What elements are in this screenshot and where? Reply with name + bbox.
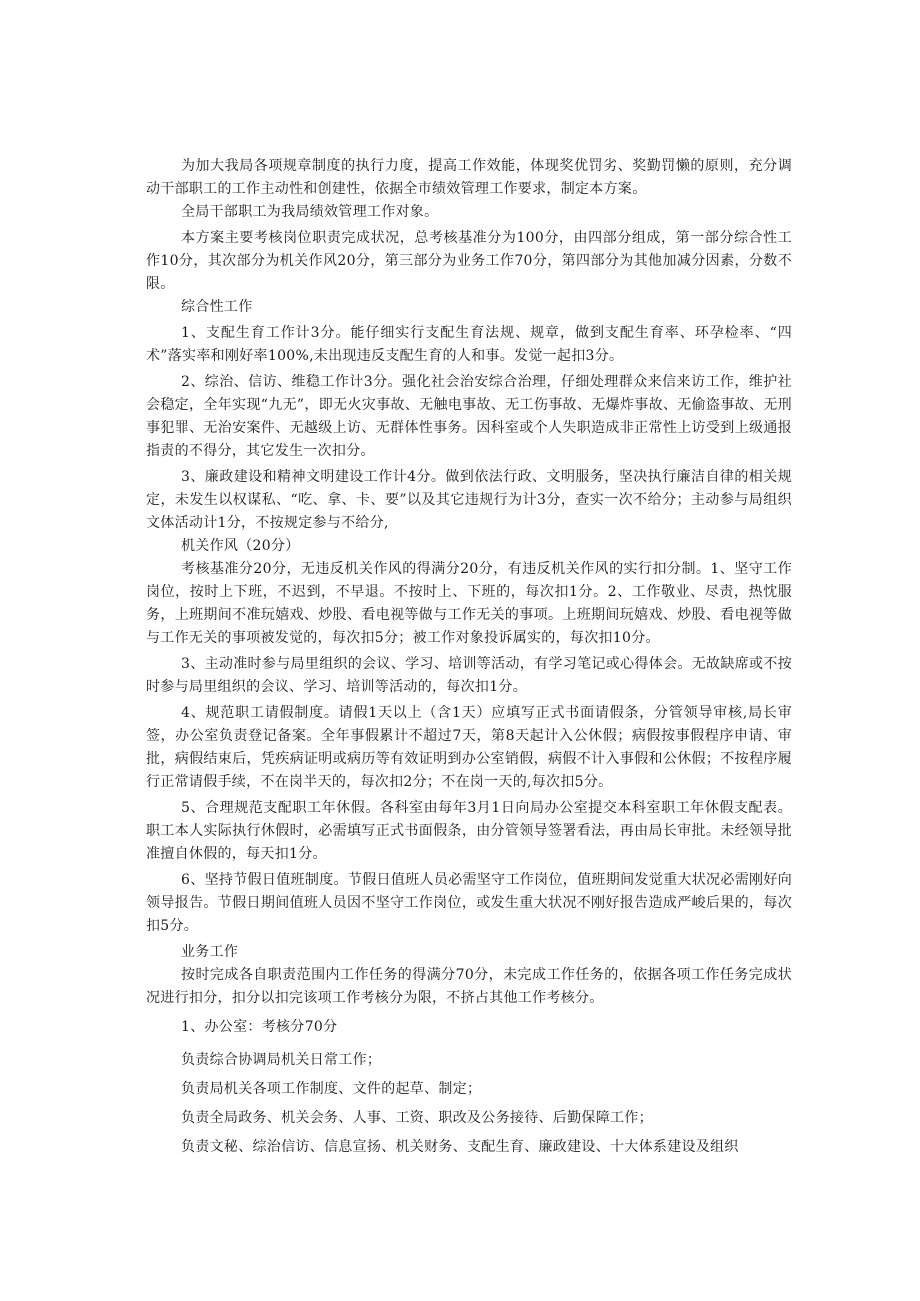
paragraph-item-3: 3、廉政建设和精神文明建设工作计4分。做到依法行政、文明服务，坚决执行廉洁自律的相关规定，未发生以权谋私、“吃、拿、卡、要”以及其它违规行为计3分，查实一次不给分；主动参与局组织文体活动计1分，不按规定参与不给分, [146,469,792,531]
paragraph-office-duty-4: 负责文秘、综治信访、信息宣扬、机关财务、支配生育、廉政建设、十大体系建设及组织 [181,1139,739,1155]
paragraph-business: 按时完成各自职责范围内工作任务的得满分70分，未完成工作任务的，依据各项工作任务完成状况进行扣分，扣分以扣完该项工作考核分为限，不挤占其他工作考核分。 [146,967,792,1006]
paragraph-conduct-rules: 考核基准分20分，无违反机关作风的得满分20分，有违反机关作风的实行扣分制。1、坚守工作岗位，按时上下班，不迟到，不早退。不按时上、下班的，每次扣1分。2、工作敬业、尽责，热忱服务，上班期间不准玩嬉戏、炒股、看电视等做与工作无关的事项。上班期间玩嬉戏、炒股、看电视等做与工作无关的事项被发觉的，每次扣5分；被工作对象投诉属实的，每次扣10分。 [146,561,792,646]
paragraph-intro: 为加大我局各项规章制度的执行力度，提高工作效能，体现奖优罚劣、奖勤罚懒的原则，充分调动干部职工的工作主动性和创建性，依据全市绩效管理工作要求，制定本方案。 [146,158,792,197]
section-heading-general: 综合性工作 [181,299,253,315]
document-body [146,155,792,1159]
paragraph-overview: 本方案主要考核岗位职责完成状况，总考核基准分为100分，由四部分组成，第一部分综合性工作10分，其次部分为机关作风20分，第三部分为业务工作70分，第四部分为其他加减分因素，分数不限。 [146,230,792,292]
paragraph-conduct-3: 3、主动准时参与局里组织的会议、学习、培训等活动，有学习笔记或心得体会。无故缺席或不按时参与局里组织的会议、学习、培训等活动的，每次扣1分。 [146,656,792,695]
paragraph-item-2: 2、综治、信访、维稳工作计3分。强化社会治安综合治理，仔细处理群众来信来访工作，维护社会稳定，全年实现“九无”，即无火灾事故、无触电事故、无工伤事故、无爆炸事故、无偷盗事故、无刑事犯罪、无治安案件、无越级上访、无群体性事务。因科室或个人失职造成非正常性上访受到上级通报指责的不得分，其它发生一次扣分。 [146,374,792,459]
paragraph-office-duty-1: 负责综合协调局机关日常工作； [181,1052,382,1068]
paragraph-conduct-6: 6、坚持节假日值班制度。节假日值班人员必需坚守工作岗位，值班期间发觉重大状况必需刚好向领导报告。节假日期间值班人员因不坚守工作岗位，或发生重大状况不刚好报告造成严峻后果的，每次扣5分。 [146,872,792,934]
paragraph-office-duty-2: 负责局机关各项工作制度、文件的起草、制定； [181,1081,482,1097]
paragraph-item-1: 1、支配生育工作计3分。能仔细实行支配生育法规、规章，做到支配生育率、环孕检率、“四术”落实率和刚好率100%,未出现违反支配生育的人和事。发觉一起扣3分。 [146,325,792,364]
paragraph-office-heading: 1、办公室：考核分70分 [181,1019,338,1035]
paragraph-office-duty-3: 负责全局政务、机关会务、人事、工资、职改及公务接待、后勤保障工作； [181,1110,653,1126]
paragraph-conduct-5: 5、合理规范支配职工年休假。各科室由每年3月1日向局办公室提交本科室职工年休假支配表。职工本人实际执行休假时，必需填写正式书面假条，由分管领导签署看法，再由局长审批。未经领导批准擅自休假的，每天扣1分。 [146,800,792,862]
section-heading-conduct: 机关作风（20分） [181,538,300,554]
paragraph-target: 全局干部职工为我局绩效管理工作对象。 [181,204,439,220]
section-heading-business: 业务工作 [181,944,239,960]
paragraph-conduct-4: 4、规范职工请假制度。请假1天以上（含1天）应填写正式书面请假条，分管领导审核,局长审签，办公室负责登记备案。全年事假累计不超过7天，第8天起计入公休假；病假按事假程序申请、审批，病假结束后，凭疾病证明或病历等有效证明到办公室销假，病假不计入事假和公休假；不按程序履行正常请假手续，不在岗半天的，每次扣2分；不在岗一天的,每次扣5分。 [146,705,792,790]
